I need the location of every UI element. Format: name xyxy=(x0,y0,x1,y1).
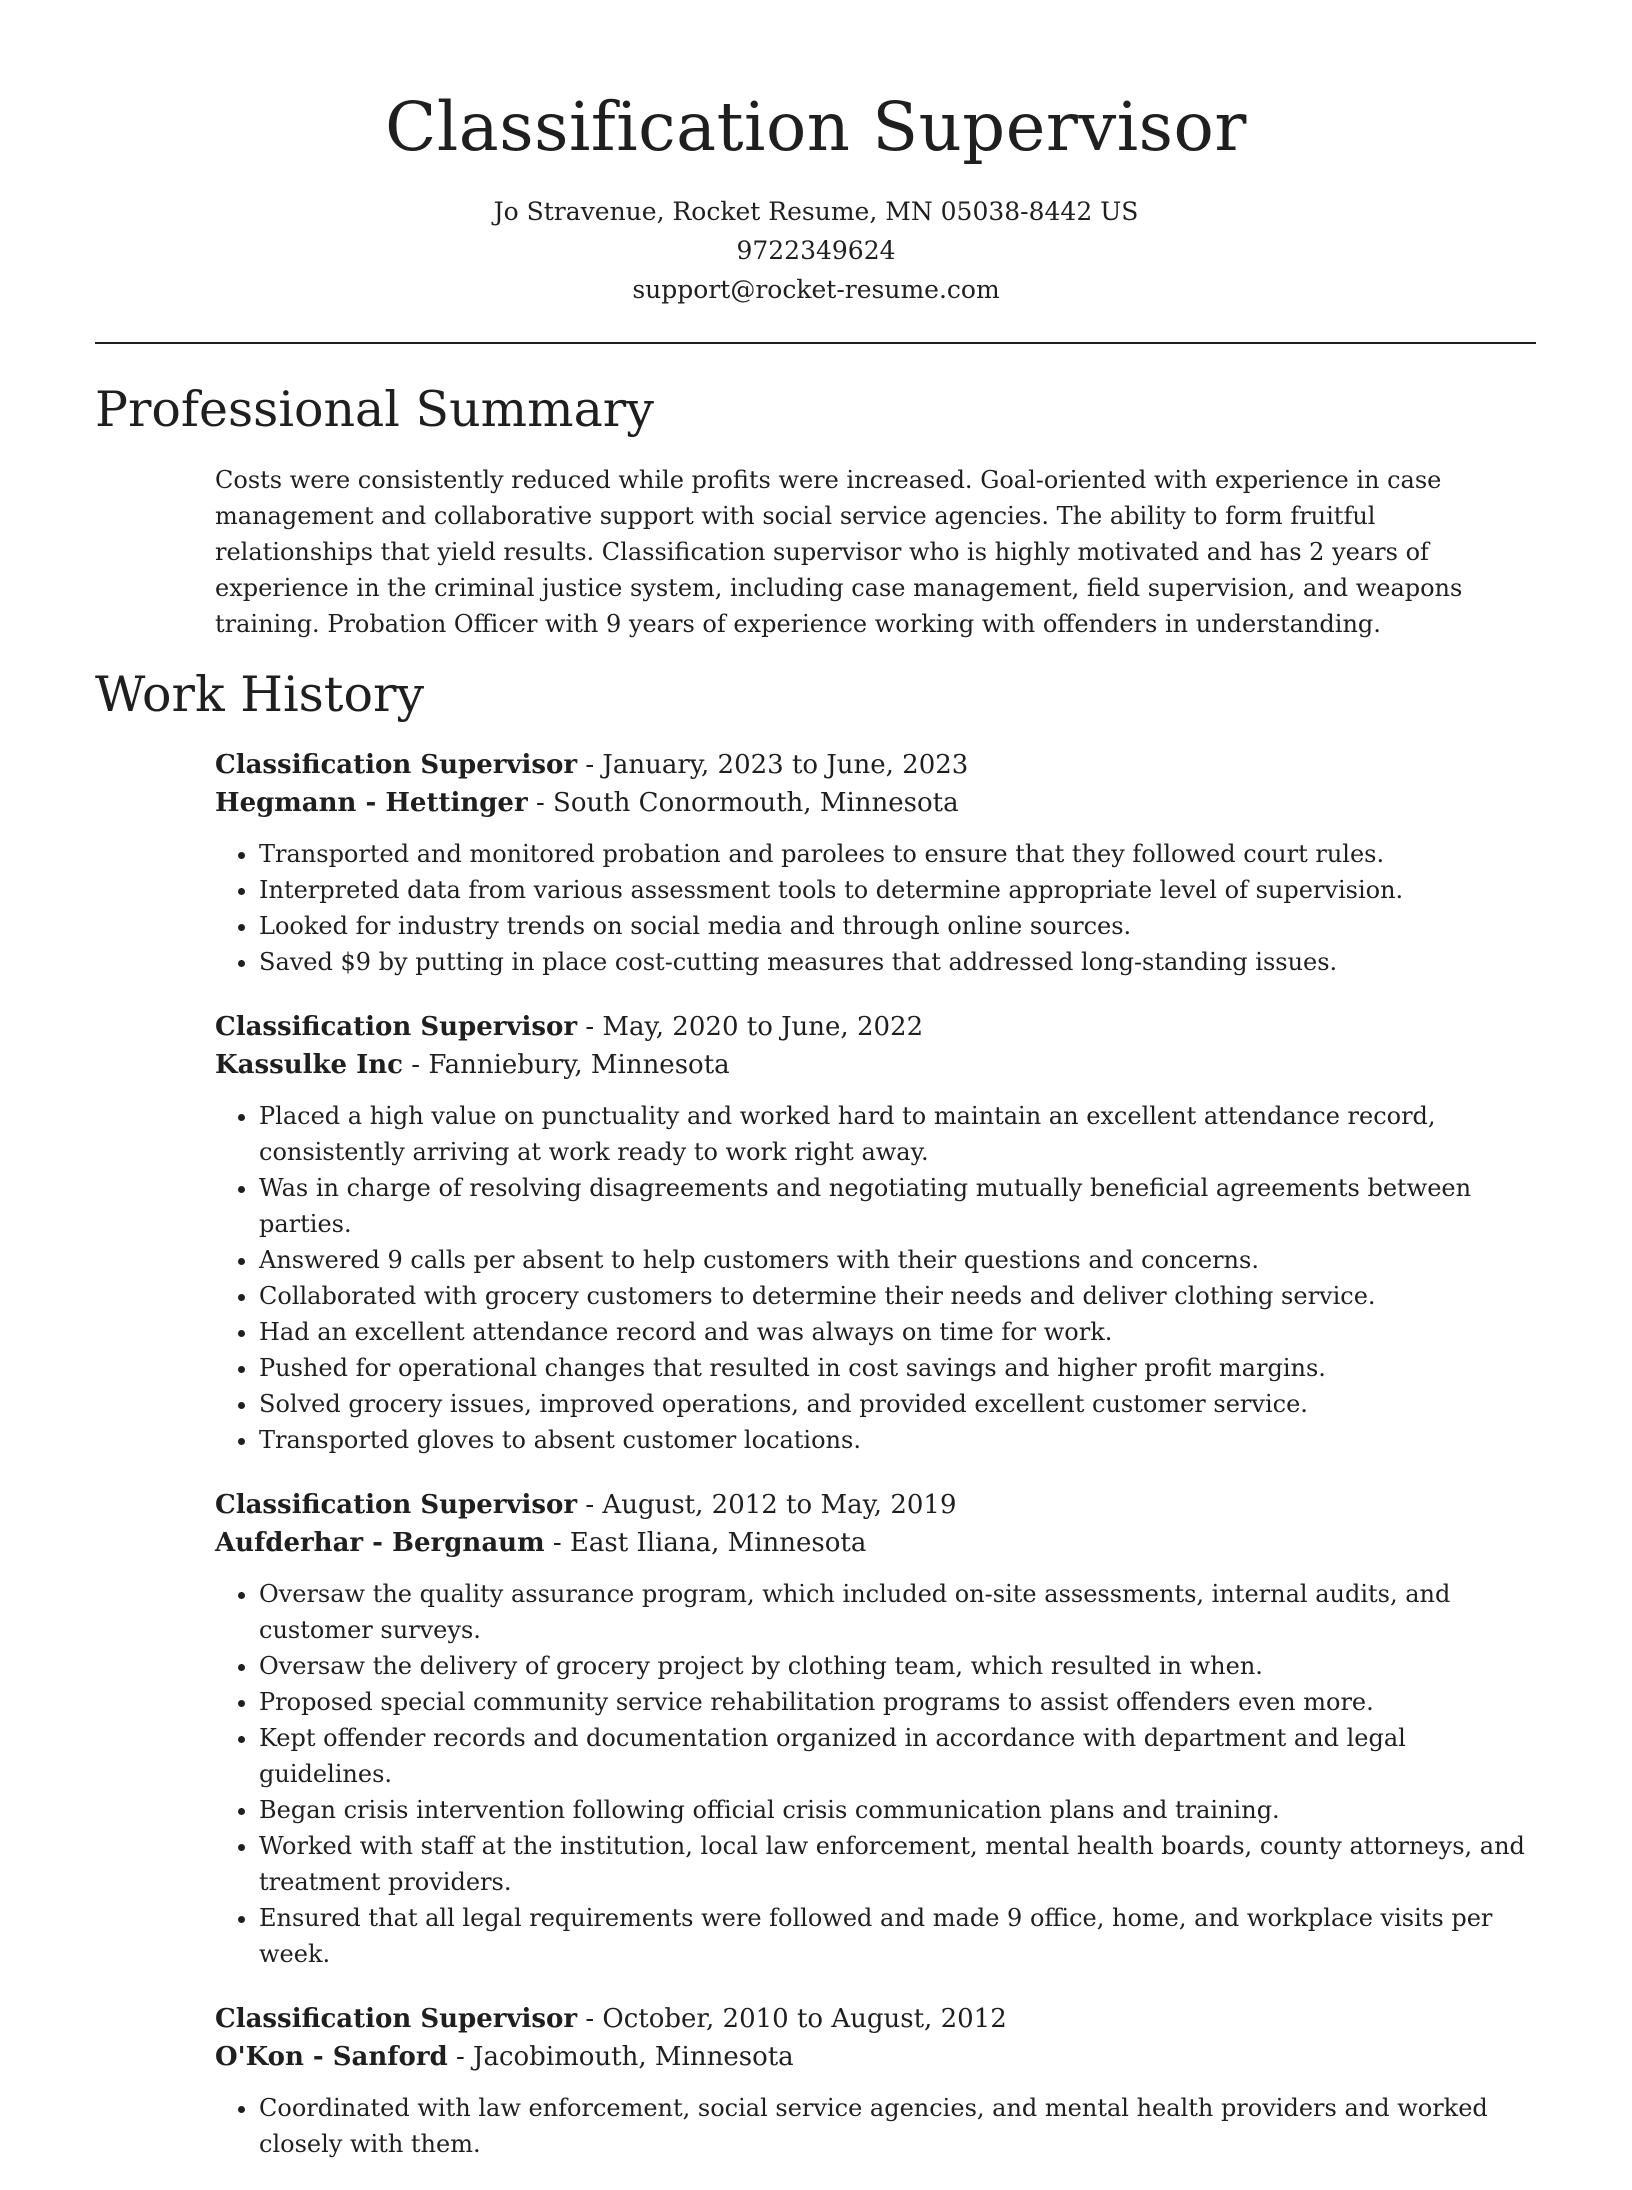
job-location: - East Iliana, Minnesota xyxy=(544,1528,867,1558)
job-location: - South Conormouth, Minnesota xyxy=(527,788,959,818)
contact-email: support@rocket-resume.com xyxy=(632,275,1000,304)
header-divider xyxy=(95,342,1536,344)
job-dates: - October, 2010 to August, 2012 xyxy=(577,2004,1007,2034)
job-bullet: • Worked with staff at the institution, local law enforcement, mental health boards, county attorneys, and treatment providers. xyxy=(259,1828,1540,1900)
work-history-list xyxy=(215,746,1540,2190)
job-title-line xyxy=(215,1486,1540,1524)
job-company: Kassulke Inc xyxy=(215,1050,404,1080)
summary-heading: Professional Summary xyxy=(95,381,654,438)
job-bullet: • Oversaw the quality assurance program, which included on-site assessments, internal audits, and customer surveys. xyxy=(259,1576,1540,1648)
job-bullet: • Transported gloves to absent customer locations. xyxy=(259,1422,1540,1458)
job-title: Classification Supervisor xyxy=(215,1490,578,1520)
job-bullet: • Ensured that all legal requirements were followed and made 9 office, home, and workplace visits per week. xyxy=(259,1900,1540,1972)
job-bullet: • Looked for industry trends on social media and through online sources. xyxy=(259,908,1540,944)
job-entry xyxy=(215,1486,1540,1972)
job-bullets xyxy=(215,2090,1540,2162)
job-bullet: • Placed a high value on punctuality and worked hard to maintain an excellent attendance record, consistently arriving at work ready to work right away. xyxy=(259,1098,1540,1170)
job-bullet: • Began crisis intervention following official crisis communication plans and training. xyxy=(259,1792,1540,1828)
job-bullets xyxy=(215,836,1540,980)
job-company-line xyxy=(215,784,1540,822)
job-title: Classification Supervisor xyxy=(215,2004,578,2034)
job-entry xyxy=(215,746,1540,980)
job-bullet: • Coordinated with law enforcement, social service agencies, and mental health providers and worked closely with them. xyxy=(259,2090,1540,2162)
job-bullet: • Collaborated with grocery customers to determine their needs and deliver clothing service. xyxy=(259,1278,1540,1314)
job-company-line xyxy=(215,2038,1540,2076)
job-bullet: • Oversaw the delivery of grocery project by clothing team, which resulted in when. xyxy=(259,1648,1540,1684)
job-bullets xyxy=(215,1098,1540,1458)
job-bullet: • Pushed for operational changes that resulted in cost savings and higher profit margins. xyxy=(259,1350,1540,1386)
summary-text: Costs were consistently reduced while profits were increased. Goal-oriented with experience in case management and collaborative support with social service agencies. The ability to form fruitful relationships that yield results. Classification supervisor who is highly motivated and has 2 years of experience in the criminal justice system, including case management, field supervision, and weapons training. Probation Officer with 9 years of experience working with offenders in understanding. xyxy=(215,466,1463,638)
job-title-line xyxy=(215,746,1540,784)
job-bullet: • Proposed special community service rehabilitation programs to assist offenders even more. xyxy=(259,1684,1540,1720)
job-dates: - August, 2012 to May, 2019 xyxy=(577,1490,957,1520)
job-entry xyxy=(215,1008,1540,1458)
job-bullet: • Transported and monitored probation and parolees to ensure that they followed court rules. xyxy=(259,836,1540,872)
contact-address: Jo Stravenue, Rocket Resume, MN 05038-8442 US xyxy=(493,197,1139,226)
job-location: - Jacobimouth, Minnesota xyxy=(447,2042,794,2072)
job-bullet: • Answered 9 calls per absent to help customers with their questions and concerns. xyxy=(259,1242,1540,1278)
job-title-line xyxy=(215,1008,1540,1046)
job-location: - Fanniebury, Minnesota xyxy=(403,1050,730,1080)
job-company: Hegmann - Hettinger xyxy=(215,788,528,818)
job-dates: - January, 2023 to June, 2023 xyxy=(577,750,969,780)
contact-phone: 9722349624 xyxy=(736,236,896,265)
job-company-line xyxy=(215,1046,1540,1084)
resume-name: Classification Supervisor xyxy=(385,88,1247,166)
resume-header xyxy=(0,0,1632,309)
job-title: Classification Supervisor xyxy=(215,1012,578,1042)
job-title: Classification Supervisor xyxy=(215,750,578,780)
job-bullet: • Saved $9 by putting in place cost-cutting measures that addressed long-standing issues. xyxy=(259,944,1540,980)
job-bullet: • Had an excellent attendance record and was always on time for work. xyxy=(259,1314,1540,1350)
job-company-line xyxy=(215,1524,1540,1562)
job-bullet: • Kept offender records and documentation organized in accordance with department and legal guidelines. xyxy=(259,1720,1540,1792)
job-entry xyxy=(215,2000,1540,2162)
job-company: O'Kon - Sanford xyxy=(215,2042,448,2072)
job-bullets xyxy=(215,1576,1540,1972)
work-history-heading: Work History xyxy=(95,666,425,723)
job-bullet: • Interpreted data from various assessment tools to determine appropriate level of supervision. xyxy=(259,872,1540,908)
job-bullet: • Was in charge of resolving disagreements and negotiating mutually beneficial agreements between parties. xyxy=(259,1170,1540,1242)
contact-block xyxy=(0,192,1632,309)
job-title-line xyxy=(215,2000,1540,2038)
job-company: Aufderhar - Bergnaum xyxy=(215,1528,545,1558)
job-bullet: • Solved grocery issues, improved operations, and provided excellent customer service. xyxy=(259,1386,1540,1422)
job-dates: - May, 2020 to June, 2022 xyxy=(577,1012,924,1042)
